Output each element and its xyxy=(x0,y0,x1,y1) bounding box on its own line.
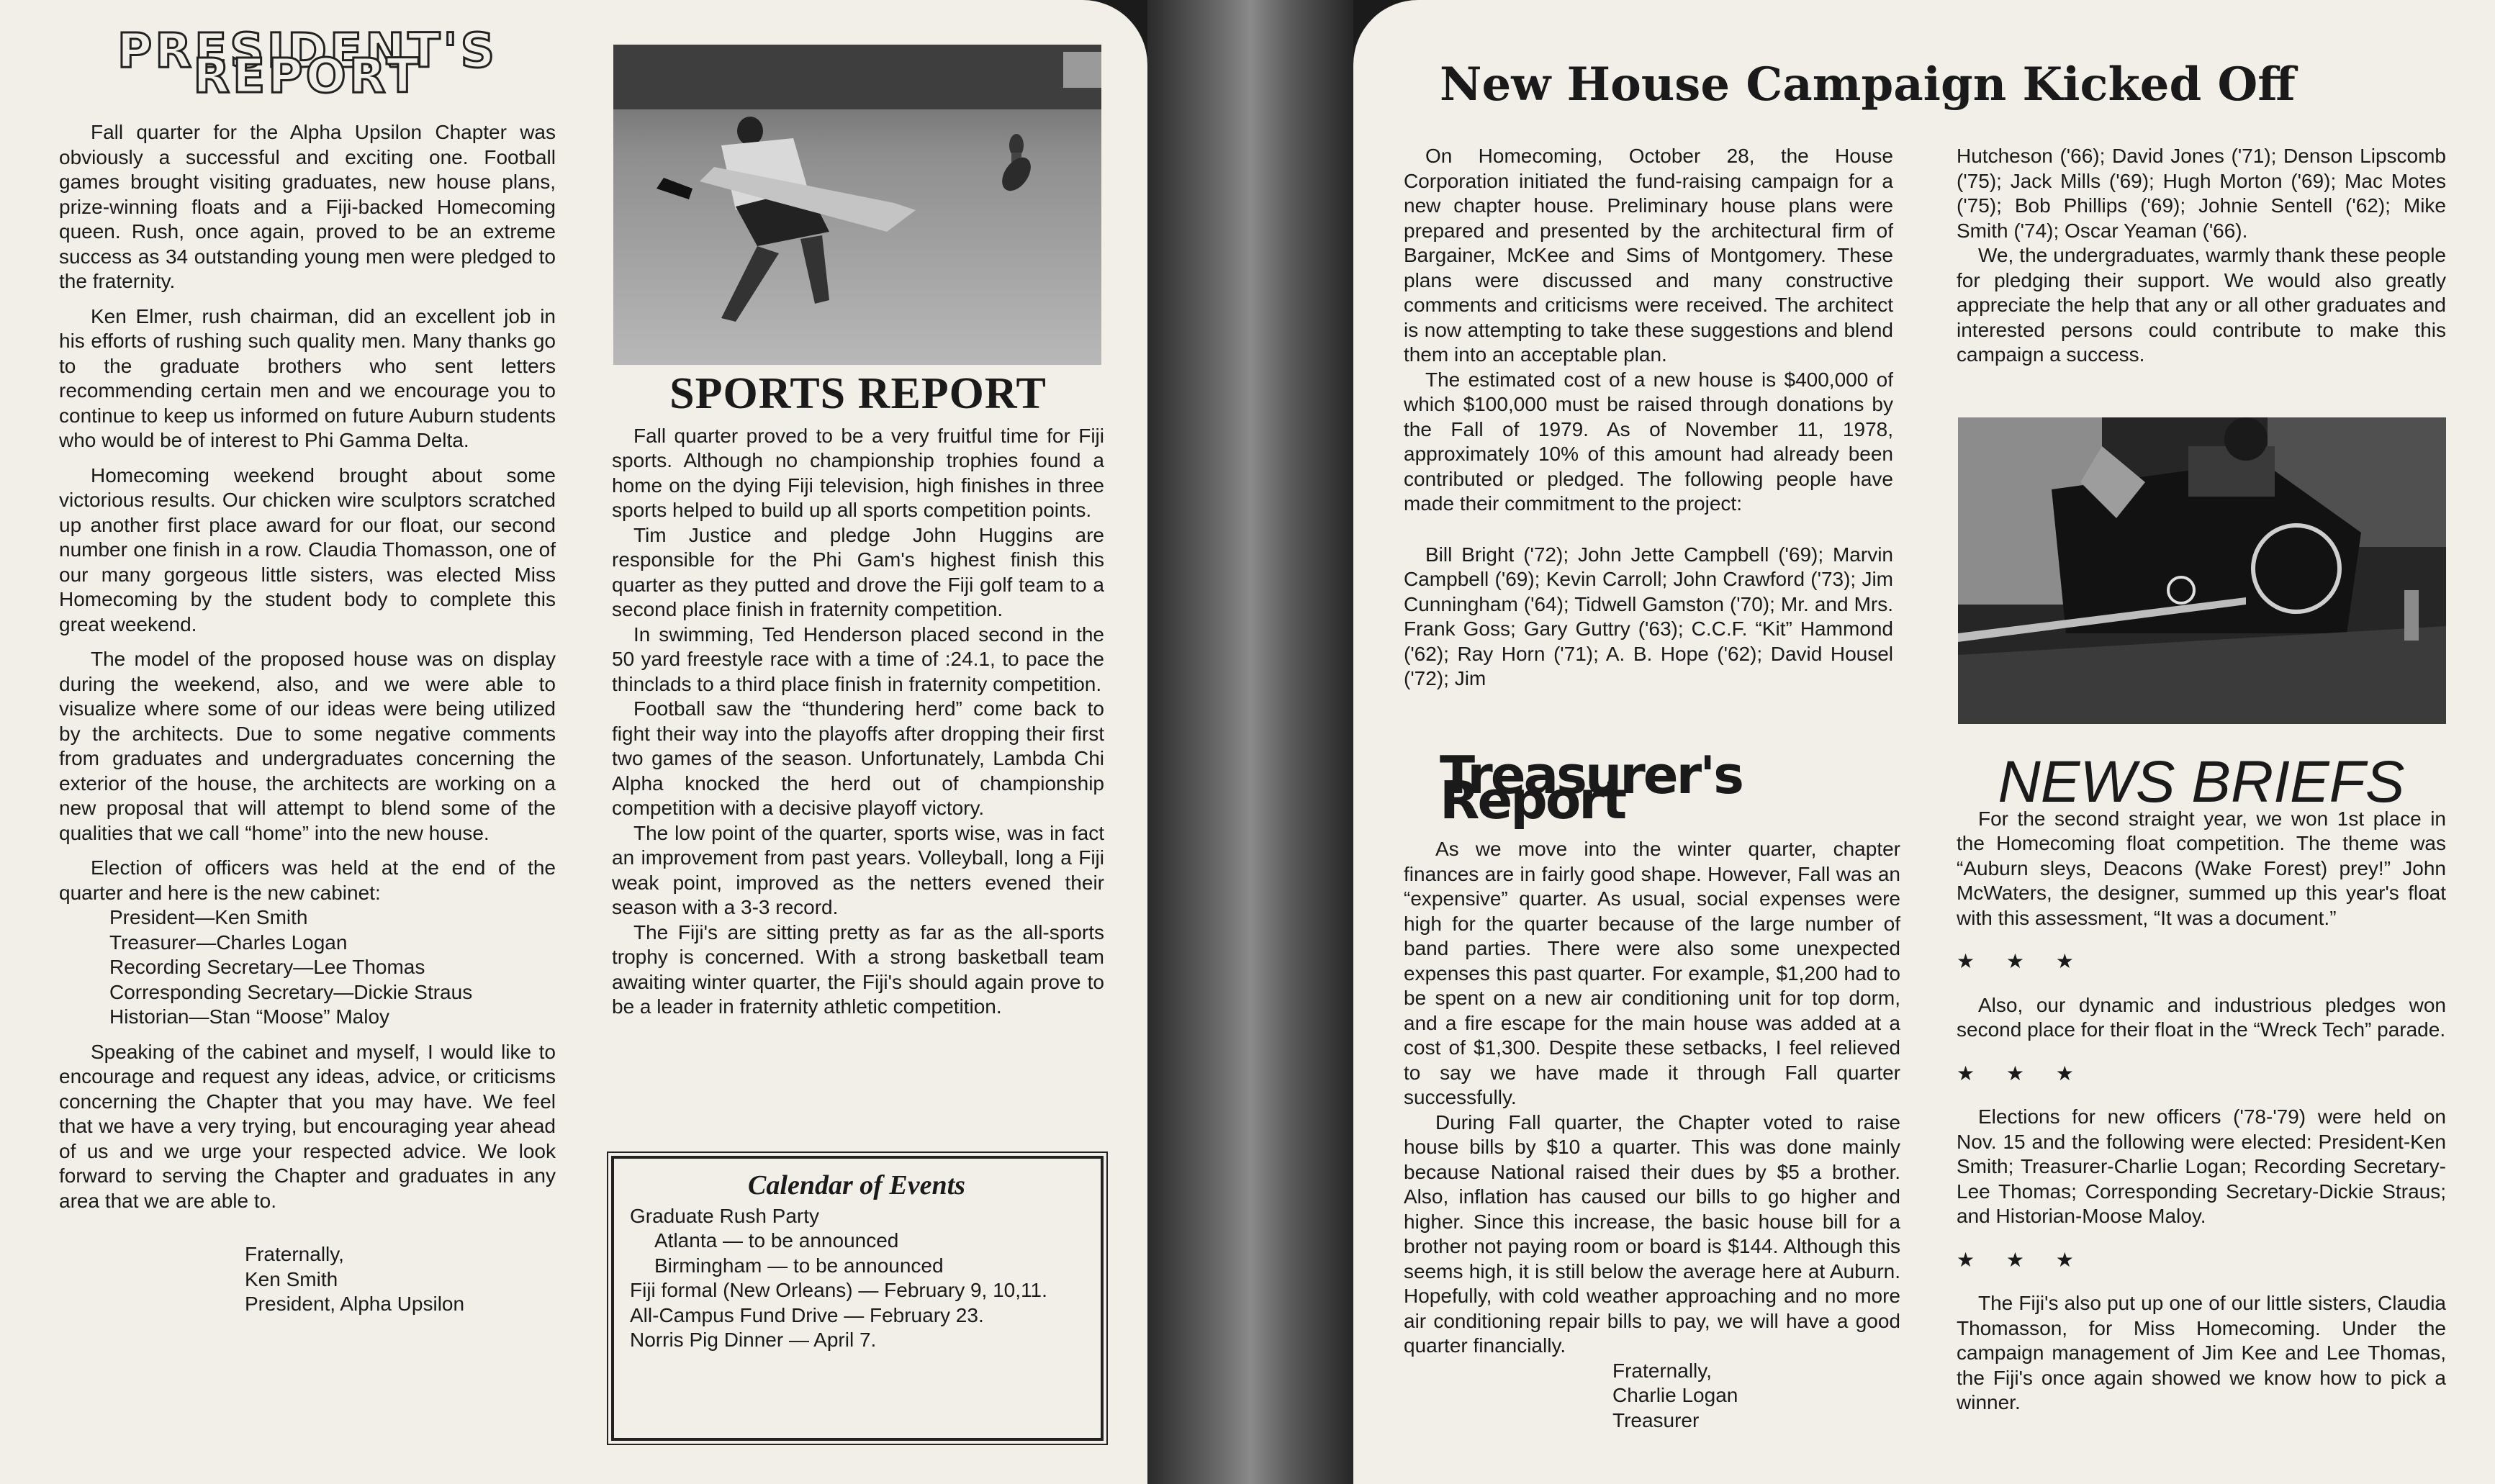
separator-stars: ★ ★ ★ xyxy=(1957,1248,2087,1271)
calendar-list xyxy=(630,1204,1083,1353)
sports-paragraph: Football saw the “thundering herd” come back to fight their way into the playoffs after dropping their first two games of the season. Unfortunately, Lambda Chi Alpha knocked the herd out of championship competition with a decisive playoff victory. xyxy=(612,697,1104,819)
house-campaign-title: New House Campaign Kicked Off xyxy=(1440,58,2296,112)
presidents-paragraph: Fall quarter for the Alpha Upsilon Chapter was obviously a successful and exciting one. Football games brought visiting graduates, new house plans, prize-winning floats and a Fiji-backed Homecoming queen. Rush, once again, proved to be an extreme success as 34 outstanding young men were pledged to the fraternity. xyxy=(59,121,556,292)
officer-item: President—Ken Smith xyxy=(109,906,308,928)
signoff-line: President, Alpha Upsilon xyxy=(245,1293,465,1315)
news-brief: Also, our dynamic and industrious pledges won second place for their float in the “Wreck Tech” parade. xyxy=(1957,993,2446,1041)
presidents-signoff xyxy=(59,1242,556,1317)
calendar-item: Graduate Rush Party xyxy=(630,1204,820,1227)
officer-item: Recording Secretary—Lee Thomas xyxy=(109,956,425,978)
left-page xyxy=(0,0,1147,1484)
calendar-item: Norris Pig Dinner — April 7. xyxy=(630,1329,877,1351)
calendar-item: All-Campus Fund Drive — February 23. xyxy=(630,1303,984,1326)
presidents-paragraph: The model of the proposed house was on display during the weekend, also, and we were able to visualize where some of our ideas were being utilized by the architects. Due to some negative comments from graduates and undergraduates concerning the exterior of the house, the architects are working on a new proposal that will attempt to blend some of the qualities that we call “home” into the new house. xyxy=(59,648,556,844)
presidents-report xyxy=(59,23,556,1317)
officer-item: Treasurer—Charles Logan xyxy=(109,931,348,954)
sports-report-title: SPORTS REPORT xyxy=(669,369,1047,418)
house-paragraph: On Homecoming, October 28, the House Corporation initiated the fund-raising campaign for a new chapter house. Preliminary house plans were prepared and presented by the architectural firm of Bargainer, McKee and Sims of Montgomery. These plans were discussed and many constructive comments and criticisms were received. The architect is now attempting to take these suggestions and blend them into an acceptable plan. xyxy=(1404,145,1893,366)
binding-gutter xyxy=(1147,0,1353,1484)
treasurers-report xyxy=(1404,745,1900,1433)
presidents-paragraph: Ken Elmer, rush chairman, did an excellent job in his efforts of rushing such quality men. Many thanks go to the graduate brothers who sent letters recommending certain men and we encourage you to continue to keep us informed on future Auburn students who would be of interest to Phi Gamma Delta. xyxy=(59,304,556,451)
sports-report xyxy=(612,369,1104,1020)
treasurers-report-title: Treasurer's Report xyxy=(1440,745,1742,831)
presidents-paragraph: Election of officers was held at the end of the quarter and here is the new cabinet: xyxy=(59,856,556,904)
right-page xyxy=(1353,0,2495,1484)
news-brief: Elections for new officers ('78-'79) were held on Nov. 15 and the following were elected: President-Ken Smith; Treasurer-Charlie Logan; Recording Secretary-Lee Thomas; Corresponding Secretary-Dickie Straus; and Historian-Moose Maloy. xyxy=(1957,1105,2446,1227)
news-briefs-title: NEWS BRIEFS xyxy=(1998,749,2405,815)
news-brief: The Fiji's also put up one of our little sisters, Claudia Thomasson, for Miss Homecoming. Under the campaign management of Jim Kee and Lee Thomas, the Fiji's once again showed we know how to pick a winner. xyxy=(1957,1292,2446,1413)
treasurer-paragraph: During Fall quarter, the Chapter voted to raise house bills by $10 a quarter. This was done mainly because National raised their dues by $5 a brother. Also, inflation has caused our bills to go higher and higher. Since this increase, the basic house bill for a brother not paying room or board is $144. Although this seems high, it is still below the average here at Auburn. Hopefully, with cold weather approaching and no more air conditioning repair bills to pay, we will have a good quarter financially. xyxy=(1404,1110,1900,1357)
signoff-line: Fraternally, xyxy=(1612,1359,1712,1382)
signoff-line: Ken Smith xyxy=(245,1267,338,1290)
homecoming-float-photo xyxy=(1958,417,2446,724)
treasurer-paragraph: As we move into the winter quarter, chapter finances are in fairly good shape. However, Fall was an “expensive” quarter. As usual, social expenses were high for the quarter because of the large number of band parties. There were also some unexpected expenses this past quarter. For example, $1,200 had to be spent on a new air conditioning unit for top dorm, and a fire escape for the main house was added at a cost of $1,300. Despite these setbacks, I feel relieved to say we have made it through Fall quarter successfully. xyxy=(1404,838,1900,1108)
officer-item: Corresponding Secretary—Dickie Straus xyxy=(109,980,473,1003)
officer-list xyxy=(59,905,556,1030)
sports-paragraph: In swimming, Ted Henderson placed second in the 50 yard freestyle race with a time of :24.1, to pace the thinclads to a third place finish in fraternity competition. xyxy=(612,623,1104,695)
house-campaign-left xyxy=(1404,144,1893,692)
news-briefs xyxy=(1957,749,2446,1416)
calendar-of-events xyxy=(611,1156,1104,1441)
news-brief: For the second straight year, we won 1st place in the Homecoming float competition. The theme was “Auburn sleys, Deacons (Wake Forest) prey!” John McWaters, the designer, summed up this year's float with this assessment, “It was a document.” xyxy=(1957,807,2446,929)
house-paragraph: We, the undergraduates, warmly thank these people for pledging their support. We would also greatly appreciate the help that any or all other graduates and interested persons could contribute to make this campaign a success. xyxy=(1957,244,2446,366)
calendar-item: Birmingham — to be announced xyxy=(654,1254,944,1277)
separator-stars: ★ ★ ★ xyxy=(1957,950,2087,972)
donor-list-continued: Hutcheson ('66); David Jones ('71); Denson Lipscomb ('75); Jack Mills ('69); Hugh Morton ('69); Mac Motes ('75); Bob Phillips ('69); Johnie Sentell ('62); Mike Smith ('74); Oscar Yeaman ('66). xyxy=(1957,145,2446,242)
sports-paragraph: The low point of the quarter, sports wise, was in fact an improvement from past years. Volleyball, long a Fiji weak point, improved as the netters evened their season with a 3-3 record. xyxy=(612,821,1104,918)
sports-paragraph: The Fiji's are sitting pretty as far as the all-sports trophy is concerned. With a strong basketball team awaiting winter quarter, the Fiji's should again prove to be a leader in fraternity athletic competition. xyxy=(612,920,1104,1018)
separator-stars: ★ ★ ★ xyxy=(1957,1062,2087,1085)
presidents-paragraph: Speaking of the cabinet and myself, I would like to encourage and request any ideas, advice, or criticisms concerning the Chapter that you may have. We feel that we have a very trying, but encouraging year ahead of us and we urge your respected advice. We look forward to serving the Chapter and graduates in any area that we are able to. xyxy=(59,1040,556,1212)
signoff-line: Treasurer xyxy=(1612,1408,1700,1431)
presidents-paragraph: Homecoming weekend brought about some victorious results. Our chicken wire sculptors scratched up another first place award for our float, our second number one finish in a row. Claudia Thomasson, one of our many gorgeous little sisters, was elected Miss Homecoming by the student body to complete this great weekend. xyxy=(59,463,556,635)
signoff-line: Fraternally, xyxy=(245,1243,344,1265)
calendar-item: Atlanta — to be announced xyxy=(654,1229,899,1252)
presidents-report-title: PRESIDENT'S REPORT xyxy=(117,23,498,104)
house-paragraph: The estimated cost of a new house is $400,000 of which $100,000 must be raised through donations by the Fall of 1979. As of November 11, 1978, approximately 10% of this amount had already been contributed or pledged. The following people have made their commitment to the project: xyxy=(1404,368,1893,515)
sports-paragraph: Tim Justice and pledge John Huggins are responsible for the Phi Gam's highest finish this quarter as they putted and drove the Fiji golf team to a second place finish in fraternity competition. xyxy=(612,523,1104,620)
house-campaign-right xyxy=(1957,144,2446,368)
officer-item: Historian—Stan “Moose” Maloy xyxy=(109,1005,390,1028)
calendar-title: Calendar of Events xyxy=(748,1170,965,1200)
football-photo xyxy=(613,45,1101,365)
calendar-item: Fiji formal (New Orleans) — February 9, 10,11. xyxy=(630,1279,1047,1301)
donor-list: Bill Bright ('72); John Jette Campbell ('69); Marvin Campbell ('69); Kevin Carroll; John Crawford ('73); Jim Cunningham ('64); Tidwell Gamston ('70); Mr. and Mrs. Frank Goss; Gary Guttry ('63); C.C.F. “Kit” Hammond ('62); Ray Horn ('71); A. B. Hope ('62); David Housel ('72); Jim xyxy=(1404,543,1893,689)
sports-paragraph: Fall quarter proved to be a very fruitful time for Fiji sports. Although no championship trophies found a home on the dying Fiji television, high finishes in three sports helped to build up all sports competition points. xyxy=(612,424,1104,521)
signoff-line: Charlie Logan xyxy=(1612,1384,1738,1406)
